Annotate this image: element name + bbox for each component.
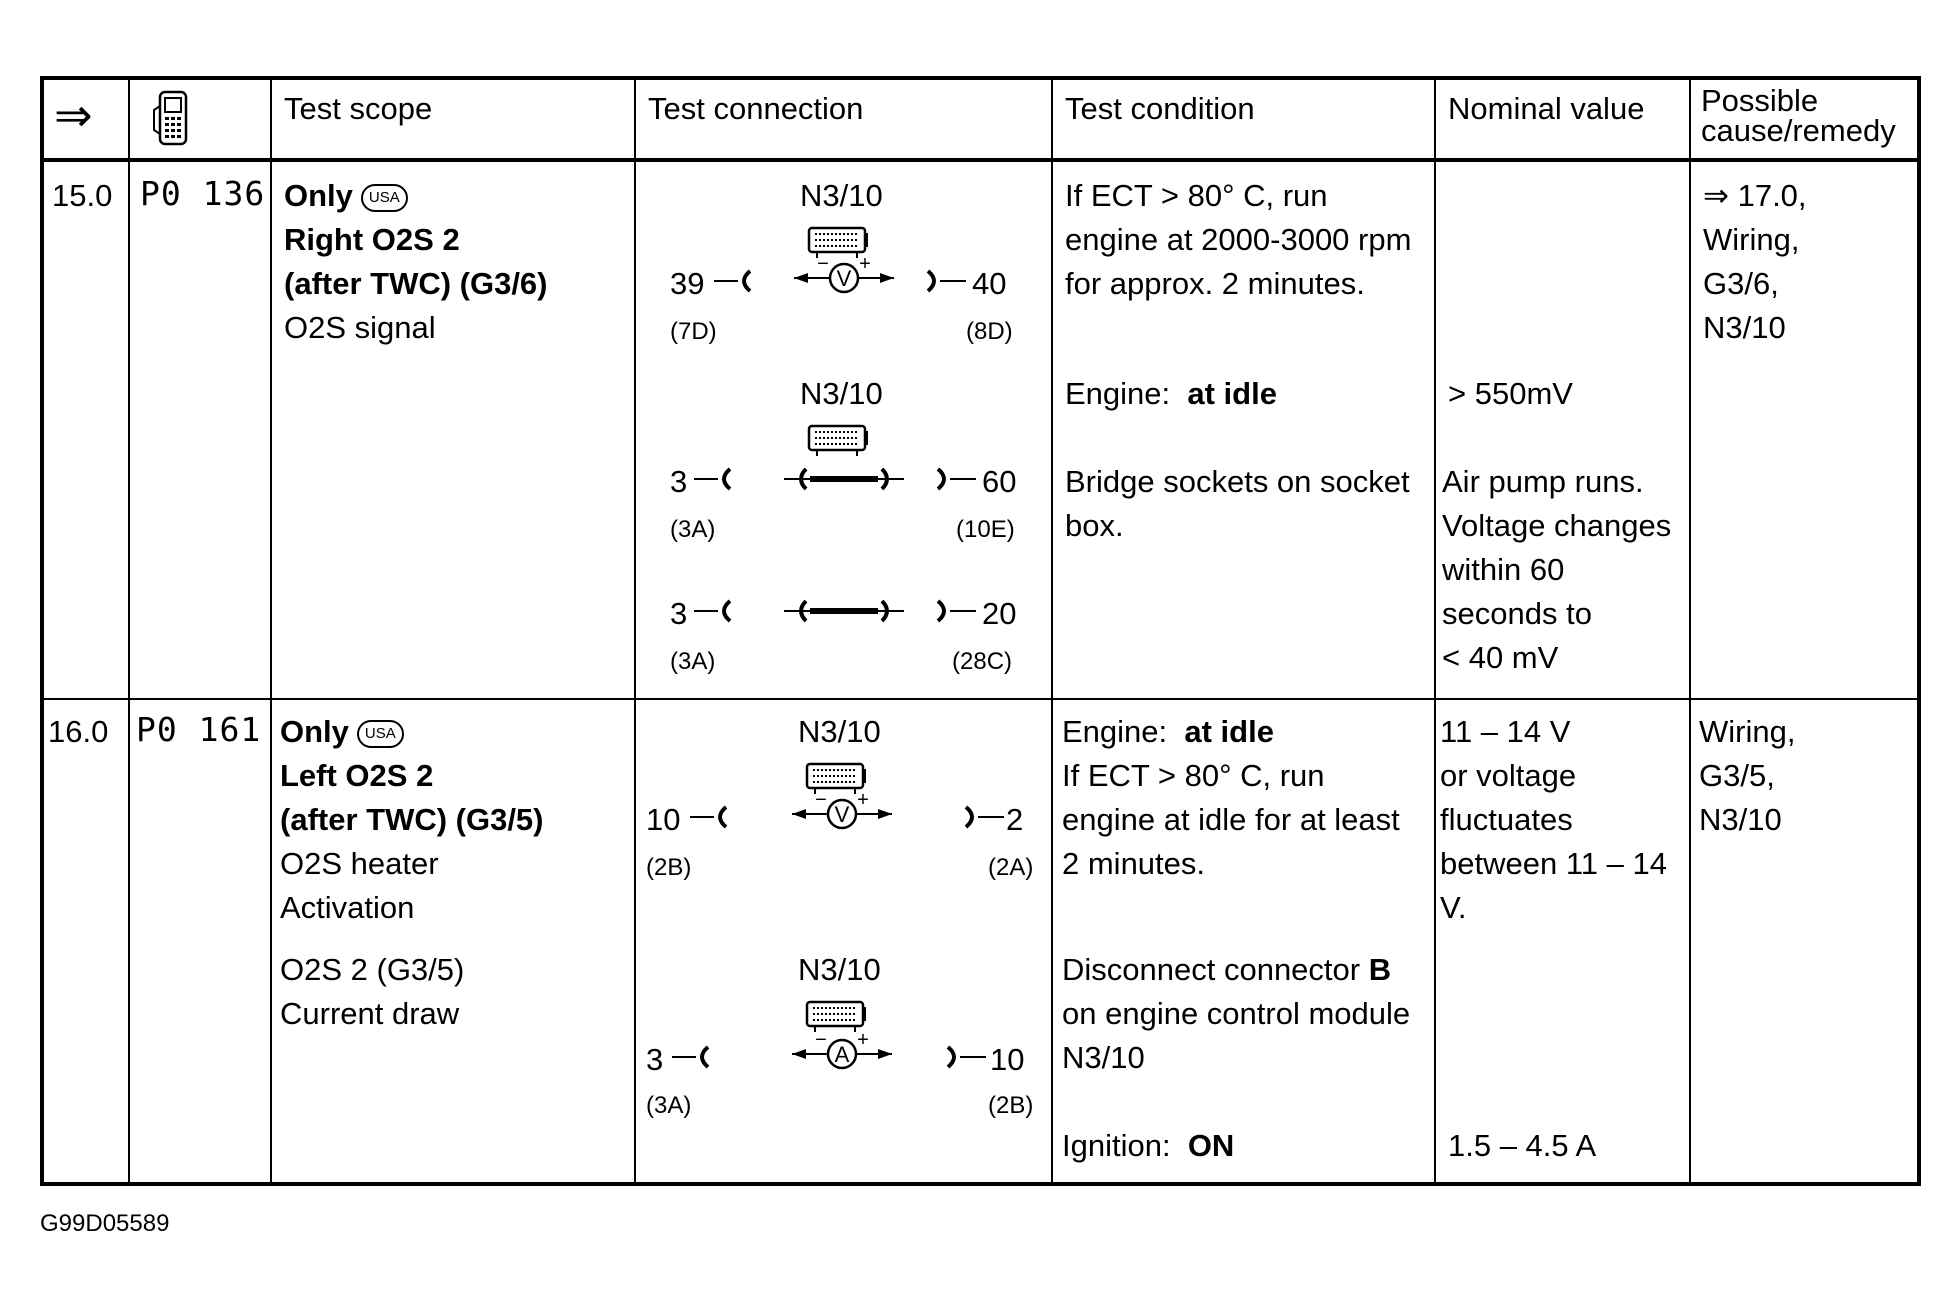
arrow-icon: ⇒ — [54, 89, 93, 141]
socket-left-icon — [714, 266, 758, 301]
pin-left: 10 — [646, 802, 681, 837]
bridge-icon — [784, 464, 904, 499]
svg-text:V: V — [836, 266, 852, 291]
row-step: 15.0 — [52, 178, 113, 213]
pin-left-sub: (3A) — [670, 516, 716, 543]
svg-text:A: A — [834, 1042, 850, 1067]
voltmeter-icon — [790, 252, 898, 309]
svg-text:+: + — [857, 1029, 869, 1051]
ammeter-icon — [788, 1028, 896, 1085]
row-divider — [44, 698, 1917, 700]
test-condition: Engine: at idle — [1062, 714, 1274, 749]
test-condition: Bridge sockets on socket box. — [1065, 464, 1410, 543]
possible-remedy: ⇒ 17.0, Wiring, G3/6, N3/10 — [1703, 178, 1807, 345]
nominal-value: > 550mV — [1448, 376, 1573, 411]
header-test-connection: Test connection — [648, 91, 864, 126]
pin-left-sub: (3A) — [646, 1092, 692, 1119]
column-divider — [1689, 80, 1691, 1182]
scope-text: O2S signal — [284, 310, 436, 345]
usa-badge: USA — [361, 184, 408, 212]
column-divider — [634, 80, 636, 1182]
test-condition: If ECT > 80° C, run engine at 2000-3000 rpm for approx. 2 minutes. — [1065, 178, 1412, 301]
socket-right-icon — [922, 266, 966, 301]
module-label: N3/10 — [798, 714, 881, 749]
pin-right: 20 — [982, 596, 1017, 631]
module-label: N3/10 — [798, 952, 881, 987]
pin-left: 39 — [670, 266, 705, 301]
scope-text: O2S 2 (G3/5) Current draw — [280, 952, 465, 1031]
scope-title: Only USA Left O2S 2 (after TWC) (G3/5) — [280, 714, 544, 837]
pin-right-sub: (28C) — [952, 648, 1013, 675]
socket-left-icon — [690, 802, 734, 837]
nominal-value: 11 – 14 V or voltage fluctuates between 11 – 14 V. — [1440, 714, 1667, 925]
fault-code: P0 136 — [140, 174, 266, 213]
bridge-icon — [784, 596, 904, 631]
fault-code: P0 161 — [136, 710, 262, 749]
socket-right-icon — [960, 802, 1004, 837]
figure-id: G99D05589 — [40, 1210, 170, 1237]
test-condition: If ECT > 80° C, run engine at idle for at least 2 minutes. — [1062, 758, 1400, 881]
svg-text:−: − — [817, 253, 829, 275]
column-divider — [1051, 80, 1053, 1182]
socket-left-icon — [672, 1042, 716, 1077]
module-label: N3/10 — [800, 376, 883, 411]
pin-right-sub: (10E) — [956, 516, 1015, 543]
header-divider — [44, 158, 1917, 162]
pin-right: 2 — [1006, 802, 1024, 837]
column-divider — [1434, 80, 1436, 1182]
svg-text:−: − — [815, 1029, 827, 1051]
nominal-value: 1.5 – 4.5 A — [1448, 1128, 1597, 1163]
pin-left-sub: (2B) — [646, 854, 692, 881]
header-test-scope: Test scope — [284, 91, 433, 126]
test-condition: Engine: at idle — [1065, 376, 1277, 411]
pin-right: 10 — [990, 1042, 1025, 1077]
scope-text: O2S heater Activation — [280, 846, 439, 925]
svg-text:+: + — [857, 789, 869, 811]
svg-text:V: V — [834, 802, 850, 827]
header-possible-cause: Possible cause/remedy — [1701, 83, 1896, 148]
nominal-value: Air pump runs. Voltage changes within 60 seconds to < 40 mV — [1442, 464, 1672, 675]
pin-right: 40 — [972, 266, 1007, 301]
socket-right-icon — [932, 464, 976, 499]
scope-title: Only USA Right O2S 2 (after TWC) (G3/6) — [284, 178, 548, 301]
svg-text:−: − — [815, 789, 827, 811]
header-test-condition: Test condition — [1065, 91, 1255, 126]
column-divider — [270, 80, 272, 1182]
pin-right-sub: (2A) — [988, 854, 1034, 881]
socket-right-icon — [932, 596, 976, 631]
socket-left-icon — [694, 464, 738, 499]
pin-right: 60 — [982, 464, 1017, 499]
socket-right-icon — [942, 1042, 986, 1077]
usa-badge: USA — [357, 720, 404, 748]
socket-left-icon — [694, 596, 738, 631]
pin-right-sub: (8D) — [966, 318, 1013, 345]
voltmeter-icon — [788, 788, 896, 845]
test-table — [40, 76, 1921, 1186]
pin-left: 3 — [646, 1042, 664, 1077]
column-divider — [128, 80, 130, 1182]
header-nominal-value: Nominal value — [1448, 91, 1645, 126]
pin-left-sub: (3A) — [670, 648, 716, 675]
test-condition: Disconnect connector B on engine control module N3/10 — [1062, 952, 1411, 1075]
test-condition: Ignition: ON — [1062, 1128, 1235, 1163]
module-connector-icon — [807, 422, 869, 463]
possible-remedy: Wiring, G3/5, N3/10 — [1699, 714, 1796, 837]
tester-icon — [150, 90, 194, 153]
pin-left: 3 — [670, 464, 688, 499]
pin-left-sub: (7D) — [670, 318, 717, 345]
module-label: N3/10 — [800, 178, 883, 213]
row-step: 16.0 — [48, 714, 109, 749]
pin-left: 3 — [670, 596, 688, 631]
pin-right-sub: (2B) — [988, 1092, 1034, 1119]
svg-text:+: + — [859, 253, 871, 275]
